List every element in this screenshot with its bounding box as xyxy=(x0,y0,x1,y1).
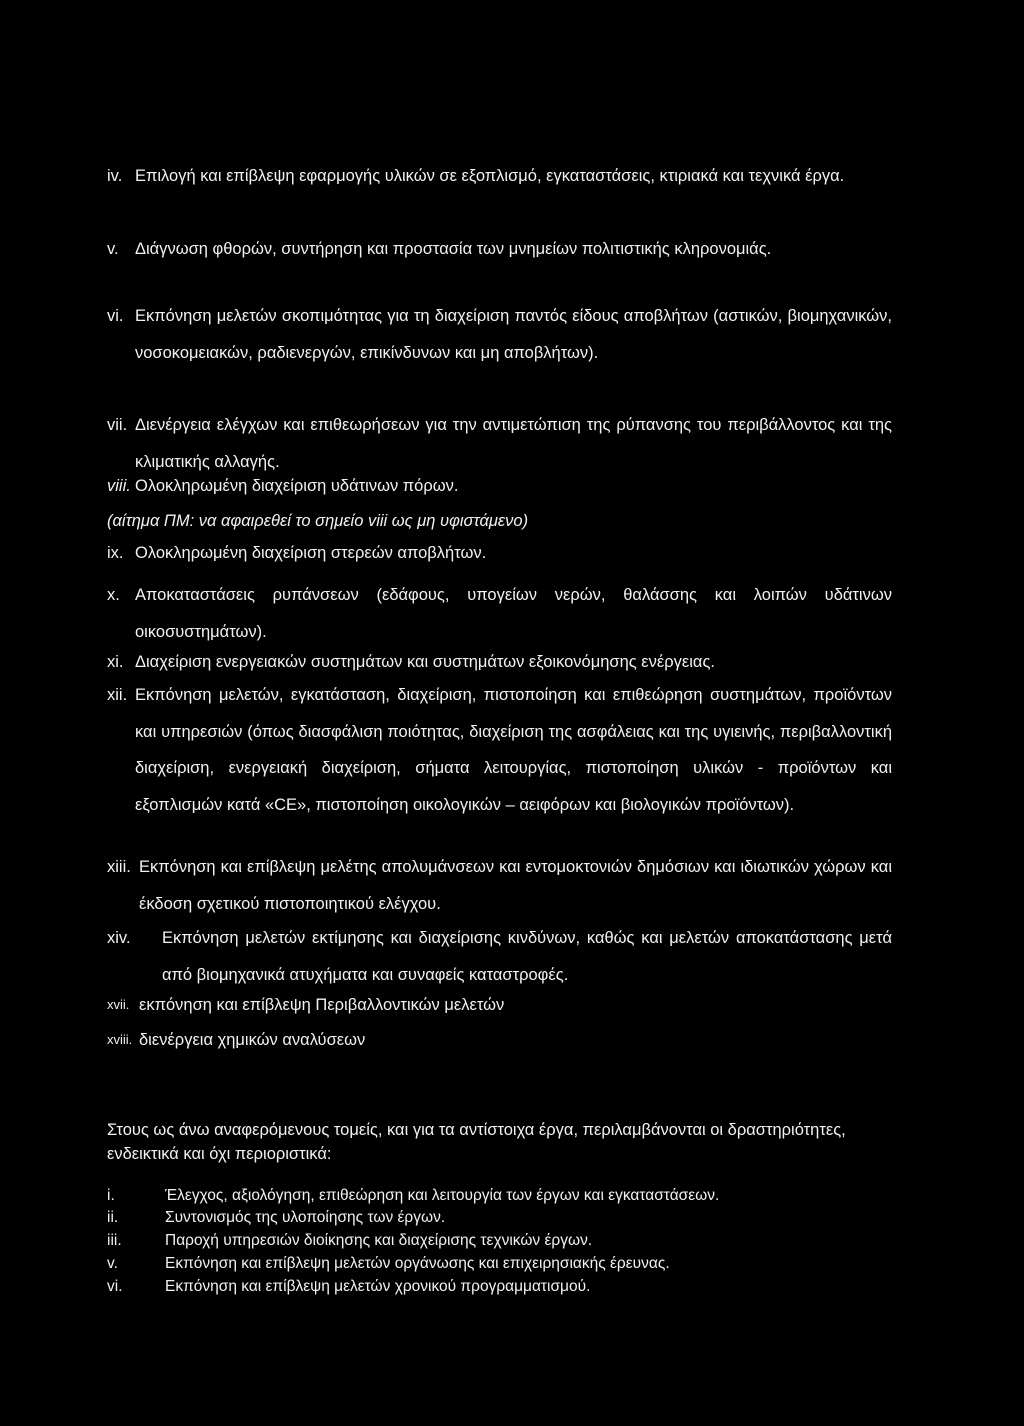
item-number: xiii. xyxy=(107,858,131,876)
activity-number: iii. xyxy=(107,1232,122,1249)
activity-text: Έλεγχος, αξιολόγηση, επιθεώρηση και λειτουργία των έργων και εγκαταστάσεων. xyxy=(165,1187,720,1204)
item-number: vii. xyxy=(107,416,128,434)
list-item xyxy=(107,1022,892,1059)
item-text: Εκπόνηση μελετών σκοπιμότητας για τη διαχείριση παντός είδους αποβλήτων (αστικών, βιομηχανικών, νοσοκομειακών, ραδιενεργών, επικίνδυνων και μη αποβλήτων). xyxy=(135,307,892,362)
item-number: xvii. xyxy=(107,997,130,1012)
list-item xyxy=(107,920,892,993)
item-number: xiv. xyxy=(107,929,131,947)
item-text: εκπόνηση και επίβλεψη Περιβαλλοντικών μελετών xyxy=(139,996,505,1014)
item-text: Εκπόνηση μελετών, εγκατάσταση, διαχείριση, πιστοποίηση και επιθεώρηση συστημάτων, προϊόντων και υπηρεσιών (όπως διασφάλιση ποιότητας, διαχείριση της ασφάλειας και της υγιεινής, περιβαλλοντική διαχείριση, ενεργειακή διαχείριση, σήματα λειτουργίας, πιστοποίηση υλικών - προϊόντων και εξοπλισμών κατά «CE», πιστοποίηση οικολογικών – αειφόρων και βιολογικών προϊόντων). xyxy=(135,686,892,814)
item-text: Εκπόνηση μελετών εκτίμησης και διαχείρισης κινδύνων, καθώς και μελετών αποκατάστασης μετά από βιομηχανικά ατυχήματα και συναφείς καταστροφές. xyxy=(162,929,892,984)
list-item xyxy=(107,987,892,1024)
item-text: διενέργεια χημικών αναλύσεων xyxy=(139,1031,366,1049)
activity-number: ii. xyxy=(107,1209,119,1226)
item-number: viii. xyxy=(107,477,131,495)
list-item xyxy=(107,158,892,195)
list-item xyxy=(107,577,892,650)
annotation-note: (αίτημα ΠΜ: να αφαιρεθεί το σημείο viii ως μη υφιστάμενο) xyxy=(107,512,529,530)
item-text: Εκπόνηση και επίβλεψη μελέτης απολυμάνσεων και εντομοκτονιών δημόσιων και ιδιωτικών χώρων και έκδοση σχετικού πιστοποιητικού ελέγχου. xyxy=(139,858,892,913)
list-item xyxy=(107,677,892,823)
list-item xyxy=(107,298,892,371)
item-number: xii. xyxy=(107,686,128,704)
intro-paragraph: Στους ως άνω αναφερόμενους τομείς, και για τα αντίστοιχα έργα, περιλαμβάνονται οι δραστηριότητες, ενδεικτικά και όχι περιοριστικά: xyxy=(107,1121,846,1163)
activity-number: v. xyxy=(107,1255,118,1272)
list-item xyxy=(107,644,892,681)
activity-item xyxy=(107,1230,592,1252)
item-number: xi. xyxy=(107,653,124,671)
item-number: ix. xyxy=(107,544,124,562)
activity-text: Εκπόνηση και επίβλεψη μελετών χρονικού προγραμματισμού. xyxy=(165,1278,591,1295)
item-number: x. xyxy=(107,586,120,604)
list-item xyxy=(107,849,892,922)
activity-text: Συντονισμός της υλοποίησης των έργων. xyxy=(165,1209,446,1226)
item-text: Επιλογή και επίβλεψη εφαρμογής υλικών σε εξοπλισμό, εγκαταστάσεις, κτιριακά και τεχνικά έργα. xyxy=(135,167,845,185)
item-text: Διάγνωση φθορών, συντήρηση και προστασία των μνημείων πολιτιστικής κληρονομιάς. xyxy=(135,240,772,258)
item-text: Διαχείριση ενεργειακών συστημάτων και συστημάτων εξοικονόμησης ενέργειας. xyxy=(135,653,715,671)
item-number: iv. xyxy=(107,167,123,185)
item-text: Ολοκληρωμένη διαχείριση στερεών αποβλήτων. xyxy=(135,544,487,562)
activity-number: i. xyxy=(107,1187,115,1204)
item-text: Ολοκληρωμένη διαχείριση υδάτινων πόρων. xyxy=(135,477,459,495)
list-item xyxy=(107,231,892,268)
activity-item xyxy=(107,1207,445,1229)
item-number: vi. xyxy=(107,307,124,325)
activity-item xyxy=(107,1253,670,1275)
activity-text: Παροχή υπηρεσιών διοίκησης και διαχείρισης τεχνικών έργων. xyxy=(165,1232,593,1249)
activity-text: Εκπόνηση και επίβλεψη μελετών οργάνωσης και επιχειρησιακής έρευνας. xyxy=(165,1255,670,1272)
list-item xyxy=(107,468,892,505)
list-item xyxy=(107,535,892,572)
activity-item xyxy=(107,1276,590,1298)
item-text: Διενέργεια ελέγχων και επιθεωρήσεων για την αντιμετώπιση της ρύπανσης του περιβάλλοντος και της κλιματικής αλλαγής. xyxy=(135,416,892,471)
item-text: Αποκαταστάσεις ρυπάνσεων (εδάφους, υπογείων νερών, θαλάσσης και λοιπών υδάτινων οικοσυστημάτων). xyxy=(135,586,892,641)
item-number: v. xyxy=(107,240,119,258)
activity-item xyxy=(107,1185,719,1207)
item-number: xviii. xyxy=(107,1032,133,1047)
activity-number: vi. xyxy=(107,1278,123,1295)
